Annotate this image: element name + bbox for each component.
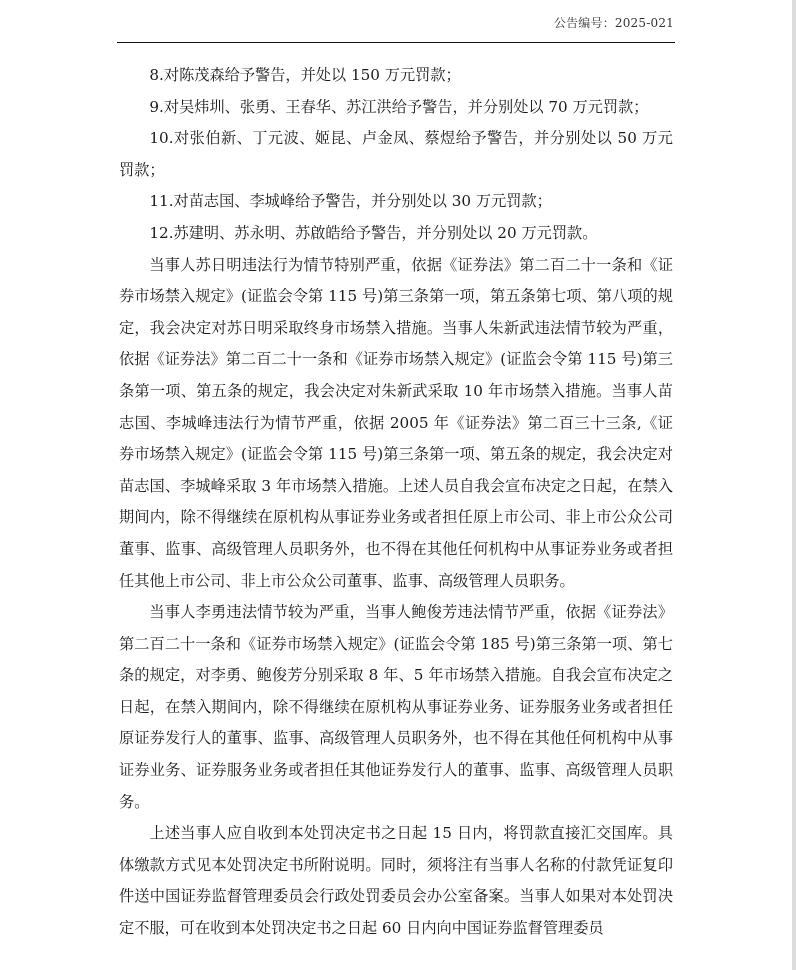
header-divider <box>117 42 675 43</box>
penalty-item-10: 10.对张伯新、丁元波、姬昆、卢金凤、蔡煜给予警告，并分别处以 50 万元罚款； <box>119 129 673 179</box>
penalty-item-9: 9.对吴炜圳、张勇、王春华、苏江洪给予警告，并分别处以 70 万元罚款； <box>149 97 649 116</box>
payment-instructions-paragraph: 上述当事人应自收到本处罚决定书之日起 15 日内，将罚款直接汇交国库。具体缴款方式见本处罚决定书所附说明。同时，须将注有当事人名称的付款凭证复印件送中国证券监督管理委员会行政处罚委员会办公室备案。当事人如果对本处罚决定不服，可在收到本处罚决定书之日起 60 日内向中国证券监督管理委员 <box>119 824 673 938</box>
announcement-number: 公告编号：2025-021 <box>553 16 674 30</box>
penalty-item-8: 8.对陈茂森给予警告，并处以 150 万元罚款； <box>149 66 461 84</box>
page-edge-scrollbar[interactable] <box>792 0 796 970</box>
market-ban-paragraph-1: 当事人苏日明违法行为情节特别严重，依据《证券法》第二百二十一条和《证券市场禁入规定》(证监会令第 115 号)第三条第一项，第五条第七项、第八项的规定，我会决定对苏日明采取终身市场禁入措施。当事人朱新武违法情节较为严重，依据《证券法》第二百二十一条和《证券市场禁入规定》(证监会令第 115 号)第三条第一项、第五条的规定，我会决定对朱新武采取 10 年市场禁入措施。当事人苗志国、李城峰违法行为情节严重，依据 2005 年《证券法》第二百三十三条,《证券市场禁入规定》(证监会令第 115 号)第三条第一项、第五条的规定，我会决定对苗志国、李城峰采取 3 年市场禁入措施。上述人员自我会宣布决定之日起，在禁入期间内，除不得继续在原机构从事证券业务或者担任原上市公司、非上市公众公司董事、监事、高级管理人员职务外，也不得在其他任何机构中从事证券业务或者担任其他上市公司、非上市公众公司董事、监事、高级管理人员职务。 <box>119 255 673 590</box>
market-ban-paragraph-2: 当事人李勇违法情节较为严重，当事人鲍俊芳违法情节严重，依据《证券法》第二百二十一条和《证券市场禁入规定》(证监会令第 185 号)第三条第一项、第七条的规定，对李勇、鲍俊芳分别采取 8 年、5 年市场禁入措施。自我会宣布决定之日起，在禁入期间内，除不得继续在原机构从事证券业务、证券服务业务或者担任原证券发行人的董事、监事、高级管理人员职务外，也不得在其他任何机构中从事证券业务、证券服务业务或者担任其他证券发行人的董事、监事、高级管理人员职务。 <box>119 603 673 811</box>
penalty-item-11: 11.对苗志国、李城峰给予警告，并分别处以 30 万元罚款； <box>149 192 552 211</box>
penalty-item-12: 12.苏建明、苏永明、苏啟皓给予警告，并分别处以 20 万元罚款。 <box>149 223 598 242</box>
document-body <box>119 60 673 945</box>
